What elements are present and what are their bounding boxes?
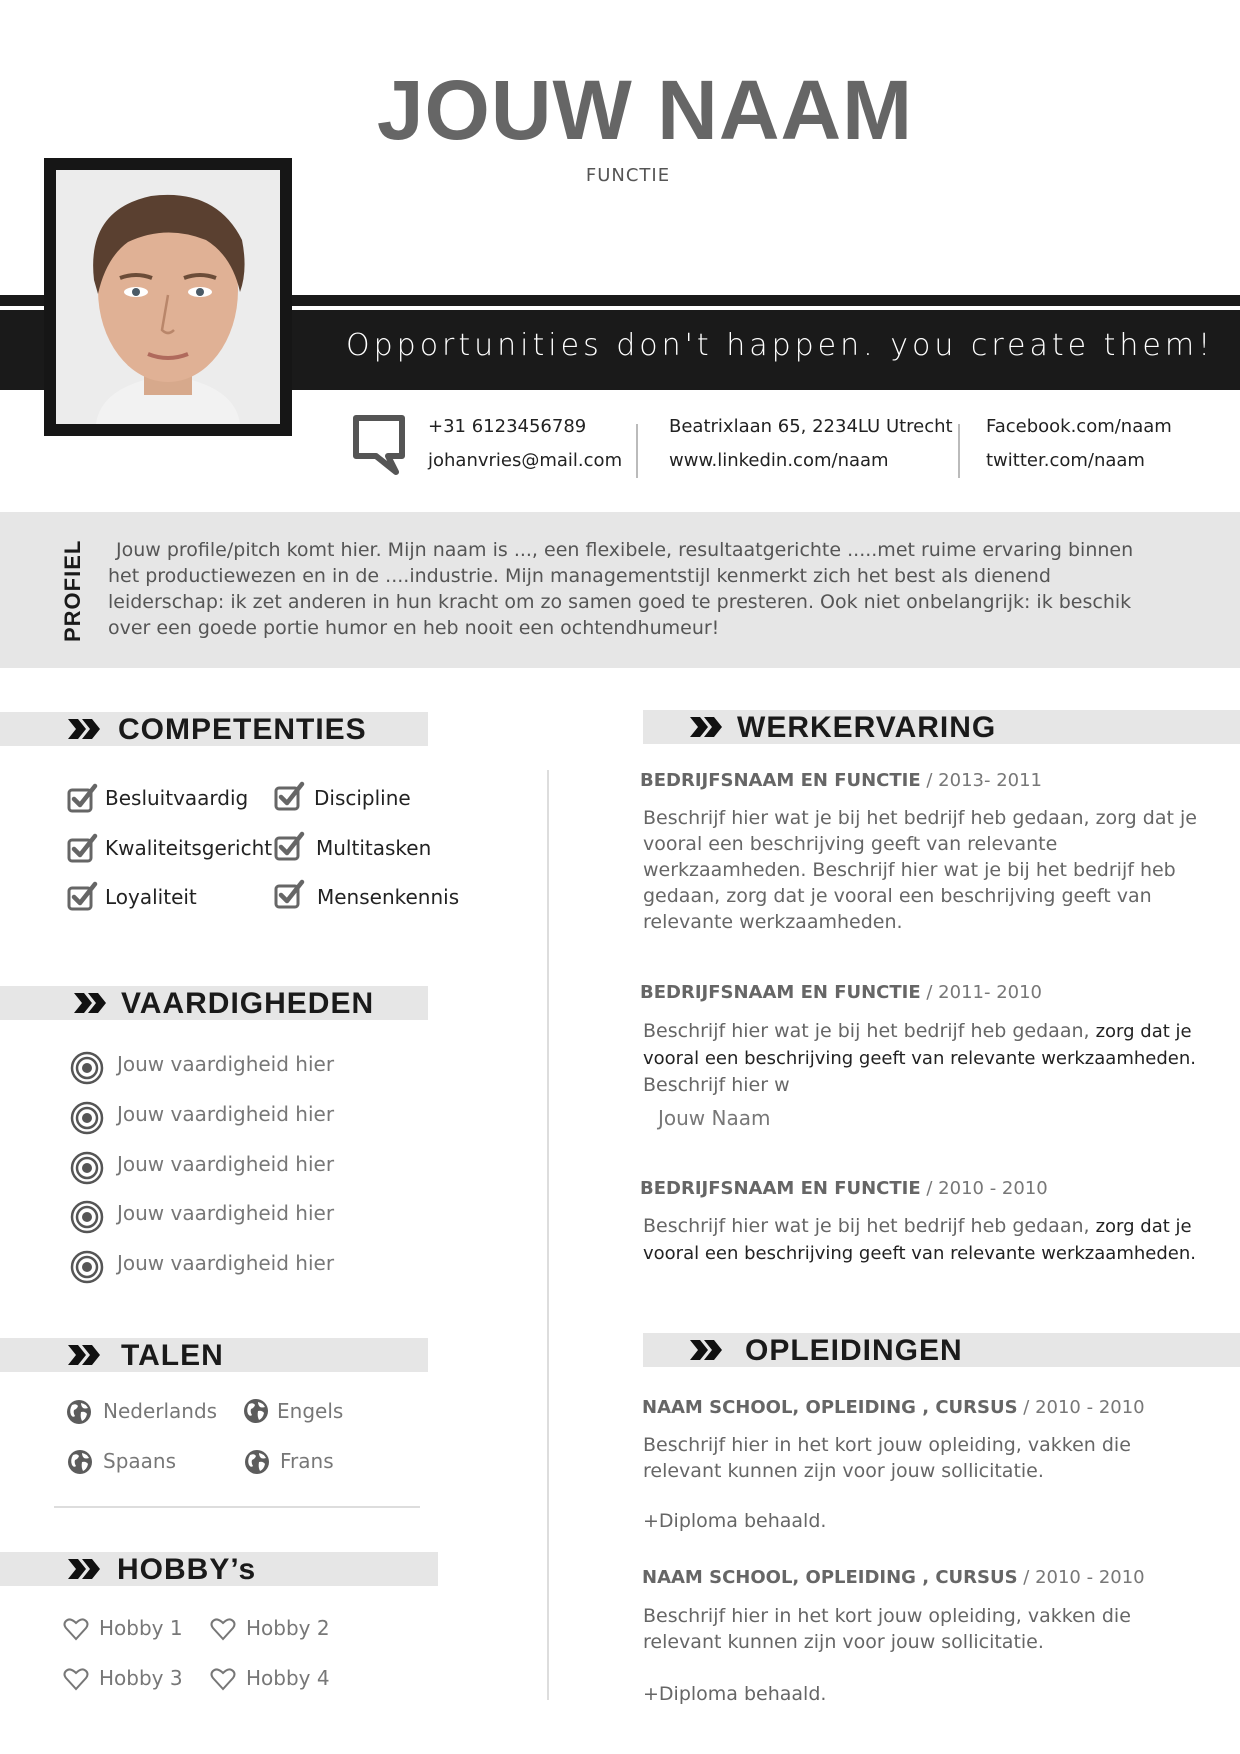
heart-icon [209,1615,237,1643]
globe-icon [66,1399,92,1425]
contact-column-2 [669,410,953,478]
competency-item: Loyaliteit [105,885,197,909]
hobby-item: Hobby 3 [99,1666,183,1690]
double-chevron-icon [688,715,724,739]
email-address[interactable]: johanvries@mail.com [428,450,623,471]
skill-item: Jouw vaardigheid hier [117,1152,335,1176]
contact-divider [958,424,960,478]
hobby-item: Hobby 2 [246,1616,330,1640]
school-name: NAAM SCHOOL, OPLEIDING , CURSUS [642,1567,1018,1588]
language-item: Frans [280,1449,334,1473]
checkbox-checked-icon [273,830,305,862]
competency-item: Multitasken [316,836,432,860]
contact-column-1 [428,410,622,478]
skill-item: Jouw vaardigheid hier [117,1102,335,1126]
globe-icon [67,1449,93,1475]
slogan-text: Opportunities don't happen. you create them! [346,328,1215,363]
company-name: BEDRIJFSNAAM EN FUNCTIE [640,982,921,1003]
signature-text: Jouw Naam [658,1106,771,1130]
globe-icon [244,1449,270,1475]
checkbox-checked-icon [273,878,305,910]
target-bullet-icon [70,1250,104,1284]
job-text-part: vooral een beschrijving geeft van relevante werkzaamheden. [643,1048,1196,1069]
skill-item: Jouw vaardigheid hier [117,1201,335,1225]
job-function: FUNCTIE [585,165,671,186]
education-period: / 2010 - 2010 [1017,1397,1145,1418]
speech-bubble-icon [352,414,406,476]
profile-label: PROFIEL [60,539,85,642]
twitter-link[interactable]: twitter.com/naam [986,450,1145,471]
hobbys-header [0,1552,438,1586]
hobby-item: Hobby 4 [246,1666,330,1690]
talen-header [0,1338,428,1372]
double-chevron-icon [72,991,108,1015]
profile-photo-frame [44,158,292,436]
checkbox-checked-icon [66,782,98,814]
language-item: Nederlands [103,1399,218,1423]
job-period: / 2013- 2011 [920,770,1043,791]
heart-icon [62,1665,90,1693]
double-chevron-icon [688,1338,724,1362]
heart-icon [62,1615,90,1643]
contact-divider [636,424,638,478]
job-text-part: zorg dat je [1095,1021,1192,1042]
werkervaring-header [643,710,1240,744]
section-title: WERKERVARING [737,711,997,744]
column-divider [547,770,549,1700]
globe-icon [243,1398,269,1424]
hobby-item: Hobby 1 [99,1616,183,1640]
facebook-link[interactable]: Facebook.com/naam [986,416,1172,437]
diploma-note: +Diploma behaald. [643,1683,827,1705]
competency-item: Mensenkennis [317,885,460,909]
double-chevron-icon [66,717,102,741]
school-name: NAAM SCHOOL, OPLEIDING , CURSUS [642,1397,1018,1418]
job-period: / 2011- 2010 [920,982,1043,1003]
competenties-header [0,712,428,746]
company-name: BEDRIJFSNAAM EN FUNCTIE [640,1178,921,1199]
checkbox-checked-icon [66,880,98,912]
checkbox-checked-icon [273,780,305,812]
checkbox-checked-icon [66,832,98,864]
section-title: COMPETENTIES [118,713,367,746]
postal-address: Beatrixlaan 65, 2234LU Utrecht [669,416,953,437]
job-heading [640,982,1042,1003]
job-heading [640,770,1042,791]
job-text-part: zorg dat je [1095,1216,1192,1237]
company-name: BEDRIJFSNAAM EN FUNCTIE [640,770,921,791]
opleidingen-header [643,1333,1240,1367]
double-chevron-icon [66,1557,102,1581]
competency-item: Discipline [314,786,411,810]
language-item: Spaans [103,1449,176,1473]
phone-number[interactable]: +31 6123456789 [428,416,587,437]
heart-icon [209,1665,237,1693]
job-text-part: Beschrijf hier wat je bij het bedrijf heb gedaan, [643,1215,1096,1237]
section-divider [54,1506,420,1508]
education-description: Beschrijf hier in het kort jouw opleiding, vakken die relevant kunnen zijn voor jouw sollicitatie. [643,1605,1131,1653]
job-text-part: vooral een beschrijving geeft van relevante werkzaamheden. [643,1243,1196,1264]
target-bullet-icon [70,1200,104,1234]
profile-photo [56,170,280,424]
portrait-illustration [56,170,280,424]
profile-text: Jouw profile/pitch komt hier. Mijn naam is ..., een flexibele, resultaatgerichte .....met ruime ervaring binnen het productiewezen en in de ....industrie. Mijn managementstijl kenmerkt zich het best als dienend leiderschap: ik zet anderen in hun kracht om zo samen goed te presteren. Ook niet onbelangrijk: ik beschik over een goede portie humor en heb nooit een ochtendhumeur! [108,539,1134,639]
vaardigheden-header [0,986,428,1020]
contact-column-3 [986,410,1172,478]
double-chevron-icon [66,1343,102,1367]
job-description [643,1018,1203,1098]
job-period: / 2010 - 2010 [920,1178,1048,1199]
education-description: Beschrijf hier in het kort jouw opleiding, vakken die relevant kunnen zijn voor jouw sollicitatie. [643,1434,1131,1482]
linkedin-link[interactable]: www.linkedin.com/naam [669,450,889,471]
section-title: VAARDIGHEDEN [121,987,375,1020]
diploma-note: +Diploma behaald. [643,1510,827,1532]
target-bullet-icon [70,1101,104,1135]
competency-item: Kwaliteitsgericht [105,836,273,860]
job-text-part: Beschrijf hier w [643,1074,790,1096]
language-item: Engels [277,1399,344,1423]
job-text-part: Beschrijf hier wat je bij het bedrijf heb gedaan, [643,1020,1096,1042]
section-title: HOBBY’s [117,1553,257,1586]
skill-item: Jouw vaardigheid hier [117,1052,335,1076]
target-bullet-icon [70,1051,104,1085]
education-heading [642,1567,1145,1588]
target-bullet-icon [70,1151,104,1185]
job-description [643,1213,1203,1267]
candidate-name: JOUW NAAM [376,63,914,157]
education-heading [642,1397,1145,1418]
education-period: / 2010 - 2010 [1017,1567,1145,1588]
section-title: OPLEIDINGEN [745,1334,963,1367]
section-title: TALEN [121,1339,224,1372]
competency-item: Besluitvaardig [105,786,249,810]
job-description: Beschrijf hier wat je bij het bedrijf heb gedaan, zorg dat je vooral een beschrijving geeft van relevante werkzaamheden. Beschrijf hier wat je bij het bedrijf heb gedaan, zorg dat je vooral een beschrijving geeft van relevante werkzaamheden. [643,807,1197,933]
job-heading [640,1178,1048,1199]
skill-item: Jouw vaardigheid hier [117,1251,335,1275]
